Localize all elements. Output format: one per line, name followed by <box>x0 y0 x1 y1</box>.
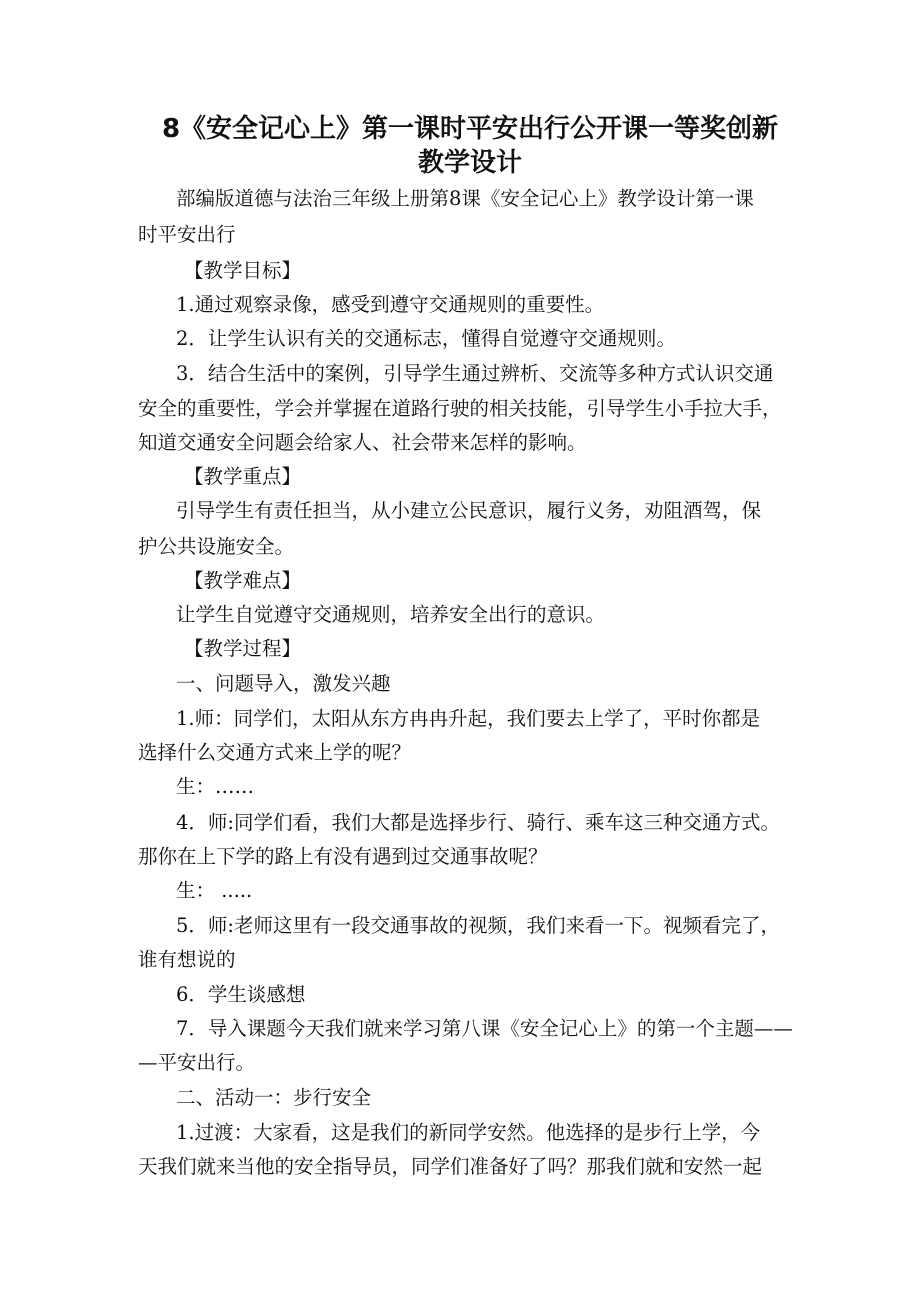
activity-1-item-1-line-1: 1.过渡：大家看，这是我们的新同学安然。他选择的是步行上学，今 <box>176 1121 761 1144</box>
process-item-5-line-2: 谁有想说的 <box>138 948 236 971</box>
title-line-1: 8《安全记心上》第一课时平安出行公开课一等奖创新 <box>161 114 779 144</box>
section-heading-key-points: 【教学重点】 <box>184 465 302 488</box>
activity-1-item-1-line-2: 天我们就来当他的安全指导员，同学们准备好了吗？那我们就和安然一起 <box>138 1155 763 1178</box>
process-item-6: 6．学生谈感想 <box>176 983 306 1006</box>
process-item-4-line-1: 4．师:同学们看，我们大都是选择步行、骑行、乘车这三种交通方式。 <box>176 811 780 834</box>
process-item-5-line-1: 5．师:老师这里有一段交通事故的视频，我们来看一下。视频看完了， <box>176 914 780 937</box>
goal-item-3-line-1: 3．结合生活中的案例，引导学生通过辨析、交流等多种方式认识交通 <box>176 362 774 385</box>
goal-item-2: 2．让学生认识有关的交通标志，懂得自觉遵守交通规则。 <box>176 327 676 350</box>
process-item-1-line-1: 1.师：同学们，太阳从东方冉冉升起，我们要去上学了，平时你都是 <box>176 707 761 730</box>
goal-item-3-line-3: 知道交通安全问题会给家人、社会带来怎样的影响。 <box>138 431 587 454</box>
process-item-4-line-2: 那你在上下学的路上有没有遇到过交通事故呢？ <box>138 845 548 868</box>
process-item-7-line-2: —平安出行。 <box>138 1051 256 1074</box>
key-points-line-2: 护公共设施安全。 <box>138 535 295 558</box>
student-reply-2: 生： ..... <box>176 879 253 902</box>
process-step-1-heading: 一、问题导入，激发兴趣 <box>176 672 391 695</box>
student-reply-1: 生：…… <box>176 775 255 798</box>
process-step-2-heading: 二、活动一：步行安全 <box>176 1086 372 1109</box>
section-heading-difficulties: 【教学难点】 <box>184 569 302 592</box>
key-points-line-1: 引导学生有责任担当，从小建立公民意识，履行义务，劝阻酒驾，保 <box>176 499 762 522</box>
process-item-1-line-2: 选择什么交通方式来上学的呢？ <box>138 741 412 764</box>
intro-line-2: 时平安出行 <box>138 223 236 246</box>
intro-line-1: 部编版道德与法治三年级上册第8课《安全记心上》教学设计第一课 <box>176 187 754 210</box>
title-line-2: 教学设计 <box>417 148 522 178</box>
process-item-7-line-1: 7．导入课题今天我们就来学习第八课《安全记心上》的第一个主题—— <box>176 1017 793 1040</box>
goal-item-1: 1.通过观察录像，感受到遵守交通规则的重要性。 <box>176 293 605 316</box>
goal-item-3-line-2: 安全的重要性，学会并掌握在道路行驶的相关技能，引导学生小手拉大手， <box>138 397 782 420</box>
section-heading-goals: 【教学目标】 <box>184 259 302 282</box>
section-heading-process: 【教学过程】 <box>184 637 302 660</box>
difficulties-line-1: 让学生自觉遵守交通规则，培养安全出行的意识。 <box>176 603 606 626</box>
